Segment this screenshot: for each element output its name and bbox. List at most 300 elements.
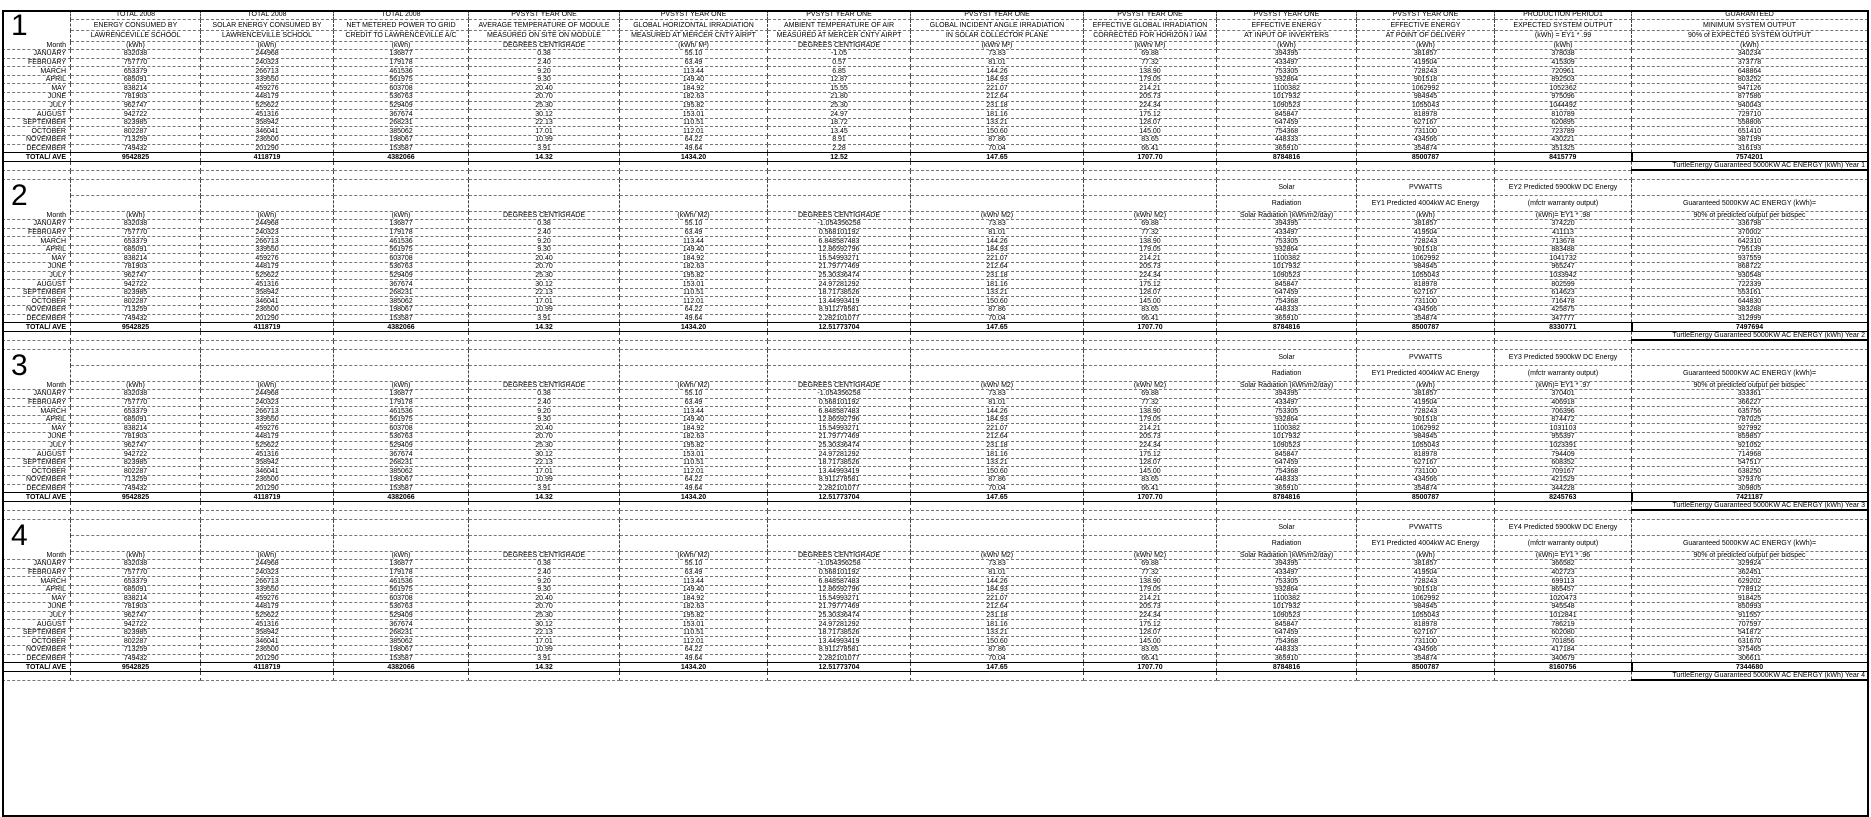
- units-cell[interactable]: (kWh/ M²): [620, 41, 768, 50]
- data-cell[interactable]: 845847: [1217, 110, 1357, 119]
- data-cell[interactable]: 1090523: [1217, 271, 1357, 280]
- data-cell[interactable]: 87.86: [911, 476, 1084, 485]
- data-cell[interactable]: 83.65: [1084, 646, 1217, 655]
- month-label[interactable]: JULY: [3, 441, 71, 450]
- data-cell[interactable]: 1041732: [1495, 254, 1632, 263]
- empty-cell[interactable]: [1357, 170, 1495, 179]
- data-cell[interactable]: 268231: [334, 458, 469, 467]
- column-header-cell[interactable]: Radiation: [1217, 365, 1357, 381]
- data-cell[interactable]: 66.41: [1084, 144, 1217, 153]
- data-cell[interactable]: 333361: [1632, 390, 1868, 399]
- empty-cell[interactable]: [469, 671, 620, 680]
- data-cell[interactable]: 49.64: [620, 144, 768, 153]
- data-cell[interactable]: 561975: [334, 415, 469, 424]
- data-cell[interactable]: 421529: [1495, 476, 1632, 485]
- total-cell[interactable]: 4382066: [334, 663, 469, 672]
- month-label[interactable]: OCTOBER: [3, 127, 71, 136]
- data-cell[interactable]: 81.01: [911, 228, 1084, 237]
- data-cell[interactable]: 0.568101192: [768, 228, 911, 237]
- data-cell[interactable]: 150.60: [911, 637, 1084, 646]
- column-header-cell[interactable]: [768, 365, 911, 381]
- empty-cell[interactable]: [1084, 510, 1217, 519]
- data-cell[interactable]: 731100: [1357, 297, 1495, 306]
- column-header-cell[interactable]: PVSYST YEAR ONE: [1217, 10, 1357, 20]
- data-cell[interactable]: 818978: [1357, 110, 1495, 119]
- data-cell[interactable]: 179.05: [1084, 585, 1217, 594]
- data-cell[interactable]: 525622: [201, 271, 334, 280]
- total-cell[interactable]: 8500787: [1357, 663, 1495, 672]
- data-cell[interactable]: 781903: [71, 93, 201, 102]
- units-cell[interactable]: (kWh): [1357, 41, 1495, 50]
- data-cell[interactable]: 731100: [1357, 467, 1495, 476]
- data-cell[interactable]: 9.30: [469, 415, 620, 424]
- data-cell[interactable]: 823985: [71, 628, 201, 637]
- empty-cell[interactable]: [1357, 501, 1495, 510]
- month-label[interactable]: JUNE: [3, 433, 71, 442]
- data-cell[interactable]: 231.18: [911, 101, 1084, 110]
- data-cell[interactable]: 63.49: [620, 398, 768, 407]
- data-cell[interactable]: 12.86592796: [768, 245, 911, 254]
- data-cell[interactable]: 385062: [334, 297, 469, 306]
- data-cell[interactable]: 1055043: [1357, 441, 1495, 450]
- data-cell[interactable]: 757770: [71, 58, 201, 67]
- column-header-cell[interactable]: PVSYST YEAR ONE: [469, 10, 620, 20]
- data-cell[interactable]: 877586: [1632, 93, 1868, 102]
- empty-cell[interactable]: [201, 340, 334, 349]
- data-cell[interactable]: 1100382: [1217, 424, 1357, 433]
- data-cell[interactable]: 378038: [1495, 50, 1632, 59]
- total-cell[interactable]: 8330771: [1495, 323, 1632, 332]
- column-header-cell[interactable]: [71, 365, 201, 381]
- data-cell[interactable]: 901518: [1357, 75, 1495, 84]
- data-cell[interactable]: 6.85: [768, 67, 911, 76]
- data-cell[interactable]: 49.64: [620, 654, 768, 663]
- data-cell[interactable]: 802599: [1495, 280, 1632, 289]
- data-cell[interactable]: 370002: [1632, 228, 1868, 237]
- units-cell[interactable]: DEGREES CENTIGRADE: [469, 381, 620, 390]
- data-cell[interactable]: 145.00: [1084, 637, 1217, 646]
- month-header[interactable]: Month: [3, 381, 71, 390]
- empty-cell[interactable]: [1084, 161, 1217, 170]
- data-cell[interactable]: 21.79777469: [768, 603, 911, 612]
- data-cell[interactable]: 205.73: [1084, 603, 1217, 612]
- total-cell[interactable]: 8500787: [1357, 493, 1495, 502]
- data-cell[interactable]: 25.30: [469, 611, 620, 620]
- data-cell[interactable]: 55.10: [620, 560, 768, 569]
- data-cell[interactable]: 448179: [201, 263, 334, 272]
- data-cell[interactable]: 629202: [1632, 577, 1868, 586]
- data-cell[interactable]: 184.92: [620, 424, 768, 433]
- units-cell[interactable]: (kWh): [1357, 551, 1495, 560]
- column-header-cell[interactable]: [201, 350, 334, 366]
- data-cell[interactable]: 55.10: [620, 390, 768, 399]
- data-cell[interactable]: 832038: [71, 50, 201, 59]
- data-cell[interactable]: 942722: [71, 110, 201, 119]
- data-cell[interactable]: 647459: [1217, 118, 1357, 127]
- column-header-cell[interactable]: LAWRENCEVILLE SCHOOL: [71, 30, 201, 41]
- month-label[interactable]: MARCH: [3, 67, 71, 76]
- data-cell[interactable]: 77.32: [1084, 398, 1217, 407]
- data-cell[interactable]: 70.04: [911, 314, 1084, 323]
- data-cell[interactable]: 346041: [201, 467, 334, 476]
- empty-cell[interactable]: [201, 671, 334, 680]
- data-cell[interactable]: 757770: [71, 228, 201, 237]
- data-cell[interactable]: 714968: [1632, 450, 1868, 459]
- data-cell[interactable]: 868722: [1632, 263, 1868, 272]
- data-cell[interactable]: 138.90: [1084, 577, 1217, 586]
- column-header-cell[interactable]: [334, 535, 469, 551]
- data-cell[interactable]: 354874: [1357, 144, 1495, 153]
- month-label[interactable]: JANUARY: [3, 390, 71, 399]
- data-cell[interactable]: 653379: [71, 407, 201, 416]
- column-header-cell[interactable]: [620, 535, 768, 551]
- data-cell[interactable]: 201290: [201, 314, 334, 323]
- data-cell[interactable]: 381857: [1357, 560, 1495, 569]
- column-header-cell[interactable]: [1632, 350, 1868, 366]
- empty-cell[interactable]: [1217, 331, 1357, 340]
- data-cell[interactable]: 370401: [1495, 390, 1632, 399]
- empty-cell[interactable]: [71, 170, 201, 179]
- data-cell[interactable]: 1031103: [1495, 424, 1632, 433]
- units-cell[interactable]: (kWh/ M2): [1084, 381, 1217, 390]
- data-cell[interactable]: 802287: [71, 297, 201, 306]
- empty-cell[interactable]: [1217, 161, 1357, 170]
- total-cell[interactable]: 1434.20: [620, 323, 768, 332]
- column-header-cell[interactable]: TOTAL 2008: [71, 10, 201, 20]
- data-cell[interactable]: 892503: [1495, 75, 1632, 84]
- data-cell[interactable]: 381857: [1357, 220, 1495, 229]
- data-cell[interactable]: 20.70: [469, 433, 620, 442]
- data-cell[interactable]: 713259: [71, 476, 201, 485]
- column-header-cell[interactable]: [1084, 520, 1217, 536]
- data-cell[interactable]: 930548: [1632, 271, 1868, 280]
- column-header-cell[interactable]: [911, 195, 1084, 211]
- data-cell[interactable]: 541872: [1632, 628, 1868, 637]
- data-cell[interactable]: 87.86: [911, 136, 1084, 145]
- month-label[interactable]: AUGUST: [3, 110, 71, 119]
- data-cell[interactable]: 754368: [1217, 467, 1357, 476]
- data-cell[interactable]: 63.49: [620, 58, 768, 67]
- data-cell[interactable]: 87.86: [911, 306, 1084, 315]
- data-cell[interactable]: 20.70: [469, 263, 620, 272]
- data-cell[interactable]: 795139: [1632, 245, 1868, 254]
- data-cell[interactable]: 184.93: [911, 415, 1084, 424]
- data-cell[interactable]: 975096: [1495, 93, 1632, 102]
- data-cell[interactable]: 787025: [1632, 415, 1868, 424]
- data-cell[interactable]: 81.01: [911, 398, 1084, 407]
- data-cell[interactable]: 525622: [201, 441, 334, 450]
- empty-cell[interactable]: [1357, 340, 1495, 349]
- empty-cell[interactable]: [201, 501, 334, 510]
- units-cell[interactable]: (kWh/ M2): [1084, 551, 1217, 560]
- total-cell[interactable]: 1707.70: [1084, 323, 1217, 332]
- data-cell[interactable]: 144.26: [911, 237, 1084, 246]
- units-cell[interactable]: (kWh): [201, 211, 334, 220]
- empty-cell[interactable]: [334, 340, 469, 349]
- column-header-cell[interactable]: [71, 520, 201, 536]
- data-cell[interactable]: 713259: [71, 646, 201, 655]
- data-cell[interactable]: 339550: [201, 415, 334, 424]
- data-cell[interactable]: 138.90: [1084, 237, 1217, 246]
- total-label[interactable]: TOTAL/ AVE: [3, 663, 71, 672]
- total-cell[interactable]: 1707.70: [1084, 493, 1217, 502]
- data-cell[interactable]: 112.01: [620, 297, 768, 306]
- data-cell[interactable]: 1055043: [1357, 101, 1495, 110]
- data-cell[interactable]: 244968: [201, 390, 334, 399]
- month-label[interactable]: DECEMBER: [3, 314, 71, 323]
- units-cell[interactable]: (kWh/ M2): [620, 381, 768, 390]
- data-cell[interactable]: 651410: [1632, 127, 1868, 136]
- data-cell[interactable]: 962747: [71, 611, 201, 620]
- data-cell[interactable]: 64.22: [620, 476, 768, 485]
- data-cell[interactable]: 1055043: [1357, 271, 1495, 280]
- data-cell[interactable]: 112.01: [620, 127, 768, 136]
- data-cell[interactable]: 224.34: [1084, 611, 1217, 620]
- data-cell[interactable]: 179178: [334, 58, 469, 67]
- data-cell[interactable]: 374220: [1495, 220, 1632, 229]
- month-label[interactable]: JUNE: [3, 263, 71, 272]
- data-cell[interactable]: 709167: [1495, 467, 1632, 476]
- data-cell[interactable]: 73.83: [911, 50, 1084, 59]
- month-label[interactable]: APRIL: [3, 415, 71, 424]
- month-label[interactable]: OCTOBER: [3, 297, 71, 306]
- column-header-cell[interactable]: [620, 520, 768, 536]
- total-cell[interactable]: 8500787: [1357, 323, 1495, 332]
- total-cell[interactable]: 14.32: [469, 323, 620, 332]
- data-cell[interactable]: 198067: [334, 476, 469, 485]
- data-cell[interactable]: 184.93: [911, 75, 1084, 84]
- column-header-cell[interactable]: [911, 365, 1084, 381]
- units-cell[interactable]: (kWh): [1495, 41, 1632, 50]
- total-cell[interactable]: 9542825: [71, 323, 201, 332]
- empty-cell[interactable]: [620, 510, 768, 519]
- data-cell[interactable]: 0.568101192: [768, 398, 911, 407]
- data-cell[interactable]: 3.91: [469, 654, 620, 663]
- data-cell[interactable]: 83.65: [1084, 476, 1217, 485]
- data-cell[interactable]: 9.30: [469, 75, 620, 84]
- data-cell[interactable]: 339550: [201, 75, 334, 84]
- column-header-cell[interactable]: 90% of EXPECTED SYSTEM OUTPUT: [1632, 30, 1868, 41]
- column-header-cell[interactable]: SOLAR ENERGY CONSUMED BY: [201, 20, 334, 31]
- data-cell[interactable]: 947126: [1632, 84, 1868, 93]
- column-header-cell[interactable]: [469, 520, 620, 536]
- data-cell[interactable]: 385062: [334, 127, 469, 136]
- empty-cell[interactable]: [3, 671, 71, 680]
- month-label[interactable]: NOVEMBER: [3, 646, 71, 655]
- data-cell[interactable]: 603708: [334, 594, 469, 603]
- month-label[interactable]: JULY: [3, 271, 71, 280]
- data-cell[interactable]: 1100382: [1217, 254, 1357, 263]
- data-cell[interactable]: 818978: [1357, 280, 1495, 289]
- data-cell[interactable]: 373778: [1632, 58, 1868, 67]
- data-cell[interactable]: 1017932: [1217, 433, 1357, 442]
- total-cell[interactable]: 8784816: [1217, 493, 1357, 502]
- column-header-cell[interactable]: GLOBAL HORIZONTAL IRRADIATION: [620, 20, 768, 31]
- data-cell[interactable]: 529409: [334, 271, 469, 280]
- data-cell[interactable]: 138.90: [1084, 407, 1217, 416]
- data-cell[interactable]: 818978: [1357, 450, 1495, 459]
- data-cell[interactable]: 316193: [1632, 144, 1868, 153]
- empty-cell[interactable]: [469, 161, 620, 170]
- total-cell[interactable]: 1434.20: [620, 493, 768, 502]
- data-cell[interactable]: 425875: [1495, 306, 1632, 315]
- data-cell[interactable]: 749432: [71, 654, 201, 663]
- total-cell[interactable]: 8245763: [1495, 493, 1632, 502]
- data-cell[interactable]: 201290: [201, 654, 334, 663]
- data-cell[interactable]: 627167: [1357, 628, 1495, 637]
- data-cell[interactable]: 461536: [334, 67, 469, 76]
- empty-cell[interactable]: [1084, 340, 1217, 349]
- total-cell[interactable]: 147.65: [911, 323, 1084, 332]
- empty-cell[interactable]: [71, 340, 201, 349]
- data-cell[interactable]: 753305: [1217, 407, 1357, 416]
- data-cell[interactable]: 1017932: [1217, 263, 1357, 272]
- month-label[interactable]: AUGUST: [3, 280, 71, 289]
- data-cell[interactable]: 150.60: [911, 297, 1084, 306]
- data-cell[interactable]: 70.04: [911, 484, 1084, 493]
- data-cell[interactable]: 113.44: [620, 67, 768, 76]
- units-cell[interactable]: (kWh)= EY1 * .96: [1495, 551, 1632, 560]
- data-cell[interactable]: 136877: [334, 390, 469, 399]
- data-cell[interactable]: 340234: [1632, 50, 1868, 59]
- total-cell[interactable]: 9542825: [71, 153, 201, 162]
- column-header-cell[interactable]: PVSYST YEAR ONE: [768, 10, 911, 20]
- data-cell[interactable]: 240323: [201, 228, 334, 237]
- data-cell[interactable]: 9.20: [469, 237, 620, 246]
- data-cell[interactable]: 1090523: [1217, 611, 1357, 620]
- data-cell[interactable]: 20.40: [469, 594, 620, 603]
- data-cell[interactable]: 635756: [1632, 407, 1868, 416]
- column-header-cell[interactable]: IN SOLAR COLLECTOR PLANE: [911, 30, 1084, 41]
- column-header-cell[interactable]: PVSYST YEAR ONE: [620, 10, 768, 20]
- data-cell[interactable]: 244968: [201, 220, 334, 229]
- data-cell[interactable]: 955397: [1495, 433, 1632, 442]
- data-cell[interactable]: 749432: [71, 484, 201, 493]
- month-label[interactable]: OCTOBER: [3, 637, 71, 646]
- data-cell[interactable]: 195.82: [620, 101, 768, 110]
- data-cell[interactable]: 937559: [1632, 254, 1868, 263]
- units-cell[interactable]: (kWh): [201, 41, 334, 50]
- column-header-cell[interactable]: CORRECTED FOR HORIZON / IAM: [1084, 30, 1217, 41]
- data-cell[interactable]: 358942: [201, 458, 334, 467]
- column-header-cell[interactable]: EY1 Predicted 4004kW AC Energy: [1357, 365, 1495, 381]
- data-cell[interactable]: 128.07: [1084, 458, 1217, 467]
- data-cell[interactable]: 1023391: [1495, 441, 1632, 450]
- column-header-cell[interactable]: [620, 350, 768, 366]
- column-header-cell[interactable]: [768, 350, 911, 366]
- data-cell[interactable]: 153587: [334, 484, 469, 493]
- data-cell[interactable]: 653379: [71, 237, 201, 246]
- data-cell[interactable]: 236500: [201, 476, 334, 485]
- data-cell[interactable]: 15.54993271: [768, 254, 911, 263]
- data-cell[interactable]: 786219: [1495, 620, 1632, 629]
- data-cell[interactable]: 685091: [71, 585, 201, 594]
- data-cell[interactable]: 153.01: [620, 450, 768, 459]
- data-cell[interactable]: 113.44: [620, 407, 768, 416]
- data-cell[interactable]: 448179: [201, 93, 334, 102]
- units-cell[interactable]: 90% of predicted output per bidspec: [1632, 381, 1868, 390]
- data-cell[interactable]: 1062992: [1357, 594, 1495, 603]
- data-cell[interactable]: 883488: [1495, 245, 1632, 254]
- data-cell[interactable]: 358942: [201, 118, 334, 127]
- empty-cell[interactable]: [334, 671, 469, 680]
- month-label[interactable]: OCTOBER: [3, 467, 71, 476]
- data-cell[interactable]: 77.32: [1084, 228, 1217, 237]
- data-cell[interactable]: 149.40: [620, 75, 768, 84]
- data-cell[interactable]: 781903: [71, 433, 201, 442]
- data-cell[interactable]: 627167: [1357, 118, 1495, 127]
- month-label[interactable]: AUGUST: [3, 450, 71, 459]
- data-cell[interactable]: 749432: [71, 314, 201, 323]
- data-cell[interactable]: 181.16: [911, 110, 1084, 119]
- empty-cell[interactable]: [768, 170, 911, 179]
- data-cell[interactable]: 945548: [1495, 603, 1632, 612]
- data-cell[interactable]: 13.44993419: [768, 467, 911, 476]
- data-cell[interactable]: 153587: [334, 314, 469, 323]
- data-cell[interactable]: 329924: [1632, 560, 1868, 569]
- data-cell[interactable]: 221.07: [911, 424, 1084, 433]
- column-header-cell[interactable]: [1632, 520, 1868, 536]
- units-cell[interactable]: DEGREES CENTIGRADE: [469, 551, 620, 560]
- data-cell[interactable]: 3.91: [469, 144, 620, 153]
- data-cell[interactable]: 21.80: [768, 93, 911, 102]
- data-cell[interactable]: 8.911278581: [768, 646, 911, 655]
- total-cell[interactable]: 4382066: [334, 323, 469, 332]
- units-cell[interactable]: DEGREES CENTIGRADE: [768, 551, 911, 560]
- units-cell[interactable]: (kWh/ M2): [620, 551, 768, 560]
- month-label[interactable]: APRIL: [3, 245, 71, 254]
- column-header-cell[interactable]: [201, 365, 334, 381]
- data-cell[interactable]: 561975: [334, 75, 469, 84]
- column-header-cell[interactable]: [1084, 195, 1217, 211]
- column-header-cell[interactable]: Radiation: [1217, 195, 1357, 211]
- data-cell[interactable]: 367674: [334, 450, 469, 459]
- data-cell[interactable]: 6.848587483: [768, 407, 911, 416]
- data-cell[interactable]: 20.40: [469, 254, 620, 263]
- total-cell[interactable]: 4118719: [201, 153, 334, 162]
- data-cell[interactable]: 64.22: [620, 306, 768, 315]
- data-cell[interactable]: 461536: [334, 237, 469, 246]
- data-cell[interactable]: 195.82: [620, 611, 768, 620]
- column-header-cell[interactable]: [334, 365, 469, 381]
- column-header-cell[interactable]: [469, 195, 620, 211]
- column-header-cell[interactable]: [71, 350, 201, 366]
- data-cell[interactable]: 716478: [1495, 297, 1632, 306]
- data-cell[interactable]: 448333: [1217, 646, 1357, 655]
- data-cell[interactable]: 728243: [1357, 237, 1495, 246]
- data-cell[interactable]: 794409: [1495, 450, 1632, 459]
- total-cell[interactable]: 12.51773704: [768, 323, 911, 332]
- column-header-cell[interactable]: EFFECTIVE ENERGY: [1357, 20, 1495, 31]
- column-header-cell[interactable]: [768, 195, 911, 211]
- data-cell[interactable]: 22.13: [469, 628, 620, 637]
- empty-cell[interactable]: [1495, 170, 1632, 179]
- data-cell[interactable]: 21.79777469: [768, 433, 911, 442]
- data-cell[interactable]: 214.21: [1084, 594, 1217, 603]
- units-cell[interactable]: DEGREES CENTIGRADE: [469, 211, 620, 220]
- data-cell[interactable]: 24.97281292: [768, 280, 911, 289]
- data-cell[interactable]: 984945: [1357, 603, 1495, 612]
- data-cell[interactable]: 244968: [201, 560, 334, 569]
- data-cell[interactable]: 1100382: [1217, 84, 1357, 93]
- data-cell[interactable]: 803252: [1632, 75, 1868, 84]
- data-cell[interactable]: 434566: [1357, 136, 1495, 145]
- data-cell[interactable]: 381857: [1357, 390, 1495, 399]
- data-cell[interactable]: -1.054356258: [768, 220, 911, 229]
- month-label[interactable]: DECEMBER: [3, 144, 71, 153]
- column-header-cell[interactable]: [768, 180, 911, 196]
- data-cell[interactable]: 221.07: [911, 594, 1084, 603]
